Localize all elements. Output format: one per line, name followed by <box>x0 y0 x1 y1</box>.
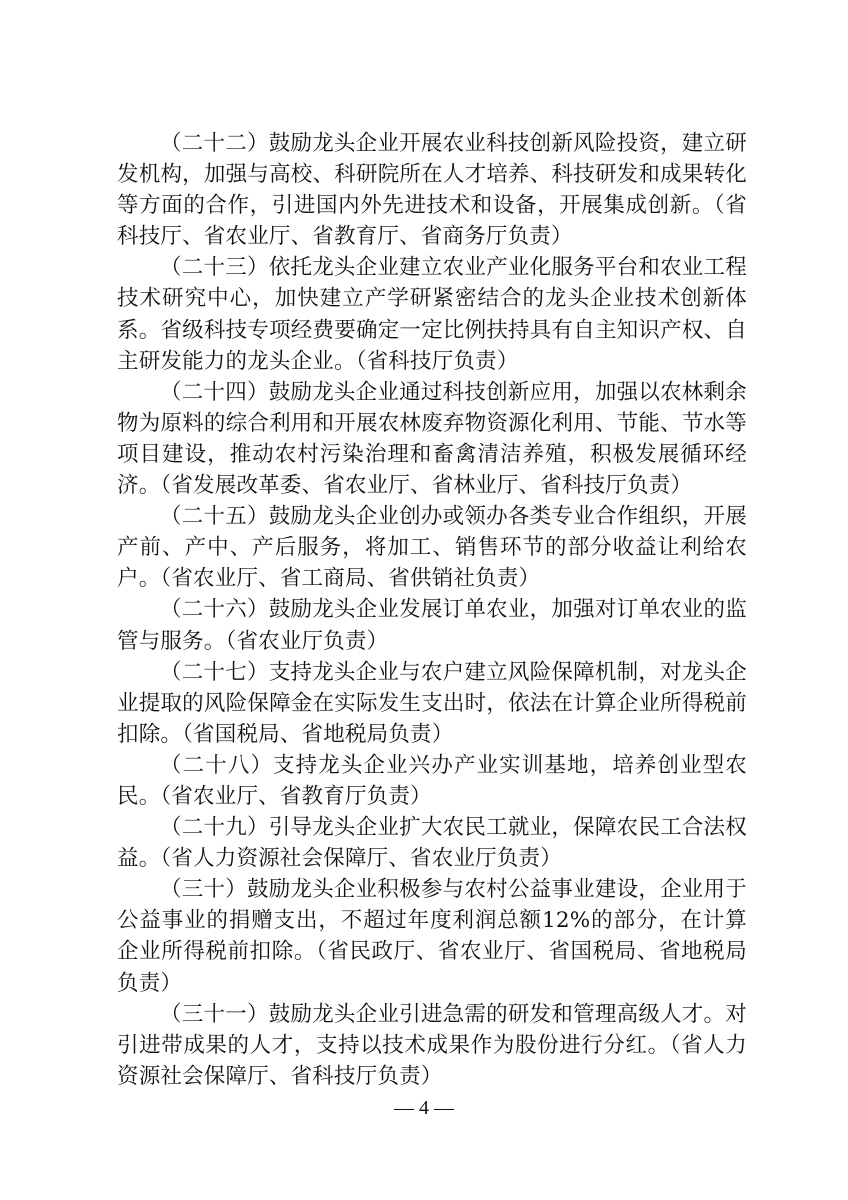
paragraph-29: （二十九）引导龙头企业扩大农民工就业，保障农民工合法权益。（省人力资源社会保障厅、省农业厅负责） <box>117 815 747 872</box>
paragraph-26: （二十六）鼓励龙头企业发展订单农业，加强对订单农业的监管与服务。（省农业厅负责） <box>117 597 747 654</box>
paragraph-28: （二十八）支持龙头企业兴办产业实训基地，培养创业型农民。（省农业厅、省教育厅负责） <box>117 752 747 809</box>
paragraph-22: （二十二）鼓励龙头企业开展农业科技创新风险投资，建立研发机构，加强与高校、科研院所在人才培养、科技研发和成果转化等方面的合作，引进国内外先进技术和设备，开展集成创新。（省科技厅、省农业厅、省教育厅、省商务厅负责） <box>117 131 747 250</box>
paragraph-27: （二十七）支持龙头企业与农户建立风险保障机制，对龙头企业提取的风险保障金在实际发生支出时，依法在计算企业所得税前扣除。（省国税局、省地税局负责） <box>117 659 747 747</box>
paragraph-30: （三十）鼓励龙头企业积极参与农村公益事业建设，企业用于公益事业的捐赠支出，不超过年度利润总额12%的部分，在计算企业所得税前扣除。（省民政厅、省农业厅、省国税局、省地税局负责） <box>117 877 747 996</box>
document-body <box>117 128 747 1092</box>
paragraph-25: （二十五）鼓励龙头企业创办或领办各类专业合作组织，开展产前、产中、产后服务，将加工、销售环节的部分收益让利给农户。（省农业厅、省工商局、省供销社负责） <box>117 504 747 592</box>
paragraph-31: （三十一）鼓励龙头企业引进急需的研发和管理高级人才。对引进带成果的人才，支持以技术成果作为股份进行分红。（省人力资源社会保障厅、省科技厅负责） <box>117 1001 747 1089</box>
paragraph-23: （二十三）依托龙头企业建立农业产业化服务平台和农业工程技术研究中心，加快建立产学研紧密结合的龙头企业技术创新体系。省级科技专项经费要确定一定比例扶持具有自主知识产权、自主研发能力的龙头企业。（省科技厅负责） <box>117 255 747 374</box>
page-number: — 4 — <box>394 1097 454 1119</box>
paragraph-24: （二十四）鼓励龙头企业通过科技创新应用，加强以农林剩余物为原料的综合利用和开展农林废弃物资源化利用、节能、节水等项目建设，推动农村污染治理和畜禽清洁养殖，积极发展循环经济。（省发展改革委、省农业厅、省林业厅、省科技厅负责） <box>117 379 747 499</box>
